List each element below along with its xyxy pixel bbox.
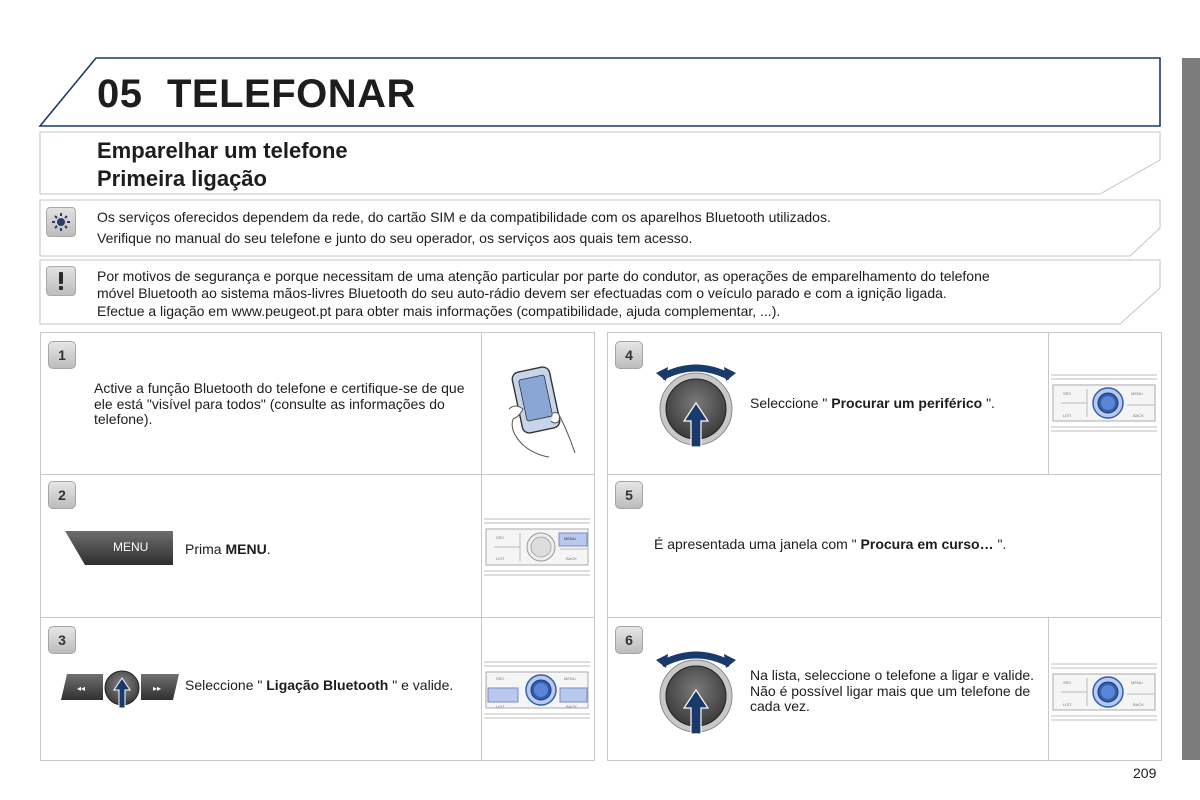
- warning-note-text: [97, 268, 990, 320]
- step-text-post: ".: [993, 536, 1007, 552]
- section-title: [97, 137, 348, 193]
- panel-label-back: BACK: [566, 556, 577, 561]
- panel-label-src: SRC: [496, 676, 505, 681]
- warning-note-line3: Efectue a ligação em www.peugeot.pt para obter mais informações (compatibilidade, ajuda complementar, ...).: [97, 303, 781, 319]
- step-6: [607, 617, 1162, 761]
- chapter-header: [0, 0, 1200, 130]
- panel-label-src: SRC: [1063, 391, 1072, 396]
- panel-label-src: SRC: [496, 535, 505, 540]
- step-text-post: .: [266, 541, 271, 557]
- separator: [481, 333, 482, 474]
- menu-button-label: MENU: [113, 540, 149, 554]
- seek-buttons-and-knob-icon: [59, 664, 185, 714]
- radio-panel-menu-highlight: [484, 515, 590, 579]
- panel-label-list: LIST: [1063, 702, 1072, 707]
- separator: [1048, 333, 1049, 474]
- separator: [1048, 618, 1049, 760]
- panel-label-back: BACK: [1133, 702, 1144, 707]
- step-number: 3: [48, 626, 76, 654]
- step-1: [40, 332, 595, 475]
- step-4: [607, 332, 1162, 475]
- step-text-pre: Seleccione ": [185, 677, 267, 693]
- rotary-knob-rotate-press-icon: [654, 642, 738, 738]
- chapter-title: TELEFONAR: [167, 72, 416, 116]
- step-text-pre: Prima: [185, 541, 226, 557]
- panel-label-back: BACK: [566, 704, 577, 709]
- step-text: [750, 396, 1040, 412]
- step-text-pre: É apresentada uma janela com ": [654, 536, 861, 552]
- step-number: 6: [615, 626, 643, 654]
- step-text-bold: Procura em curso…: [860, 536, 994, 552]
- step-text-bold: Procurar um periférico: [831, 395, 983, 411]
- lightbulb-icon: [46, 207, 76, 237]
- section-title-line1: Emparelhar um telefone: [97, 138, 348, 163]
- radio-panel-knob-highlight: [1051, 660, 1157, 724]
- menu-button[interactable]: [65, 529, 175, 567]
- step-text-post: " e valide.: [388, 677, 454, 693]
- step-3: [40, 617, 595, 761]
- exclamation-icon: [46, 266, 76, 296]
- page-number: 209: [1133, 765, 1157, 781]
- panel-label-menu: MENU: [564, 536, 576, 541]
- step-text: [185, 678, 465, 694]
- smartphone-in-hand-icon: [501, 359, 581, 459]
- chapter-number: 05: [97, 72, 143, 116]
- panel-label-menu: MENU: [564, 676, 576, 681]
- panel-label-list: LIST: [1063, 413, 1072, 418]
- svg-text:▸▸: ▸▸: [153, 684, 162, 693]
- step-text-bold: Ligação Bluetooth: [266, 677, 389, 693]
- panel-label-menu: MENU: [1131, 391, 1143, 396]
- step-number: 5: [615, 481, 643, 509]
- step-text: Na lista, seleccione o telefone a ligar e valide. Não é possível ligar mais que um telefone de cada vez.: [750, 667, 1035, 714]
- step-text-pre: Seleccione ": [750, 395, 832, 411]
- rotary-knob-rotate-press-icon: [654, 355, 738, 451]
- step-number: 4: [615, 341, 643, 369]
- separator: [481, 475, 482, 617]
- radio-panel-seek-highlight: [484, 658, 590, 722]
- warning-note-line2: móvel Bluetooth ao sistema mãos-livres Bluetooth do seu auto-rádio devem ser efectuadas com o veículo parado e com a ignição ligada.: [97, 284, 947, 301]
- step-text-bold: MENU: [225, 541, 267, 557]
- step-text: [185, 542, 271, 558]
- panel-label-back: BACK: [1133, 413, 1144, 418]
- panel-label-src: SRC: [1063, 680, 1072, 685]
- separator: [481, 618, 482, 760]
- step-text: Active a função Bluetooth do telefone e certifique-se de que ele está "visível para todos" (consulte as informações do telefone).: [94, 380, 465, 427]
- step-text-post: ".: [982, 395, 995, 411]
- step-5: [607, 474, 1162, 618]
- step-number: 1: [48, 341, 76, 369]
- panel-label-menu: MENU: [1131, 680, 1143, 685]
- warning-note-line1: Por motivos de segurança e porque necessitam de uma atenção particular por parte do condutor, as operações de emparelhamento do telefone: [97, 268, 990, 284]
- panel-label-list: LIST: [496, 556, 505, 561]
- info-note-line1: Os serviços oferecidos dependem da rede, do cartão SIM e da compatibilidade com os aparelhos Bluetooth utilizados.: [97, 209, 831, 225]
- section-title-line2: Primeira ligação: [97, 166, 267, 191]
- info-note-line2: Verifique no manual do seu telefone e junto do seu operador, os serviços aos quais tem acesso.: [97, 230, 693, 246]
- step-2: [40, 474, 595, 618]
- step-number: 2: [48, 481, 76, 509]
- step-text: [654, 537, 1006, 553]
- info-note-text: [97, 207, 831, 249]
- radio-panel-knob-highlight: [1051, 371, 1157, 435]
- svg-text:◂◂: ◂◂: [77, 684, 86, 693]
- panel-label-list: LIST: [496, 704, 505, 709]
